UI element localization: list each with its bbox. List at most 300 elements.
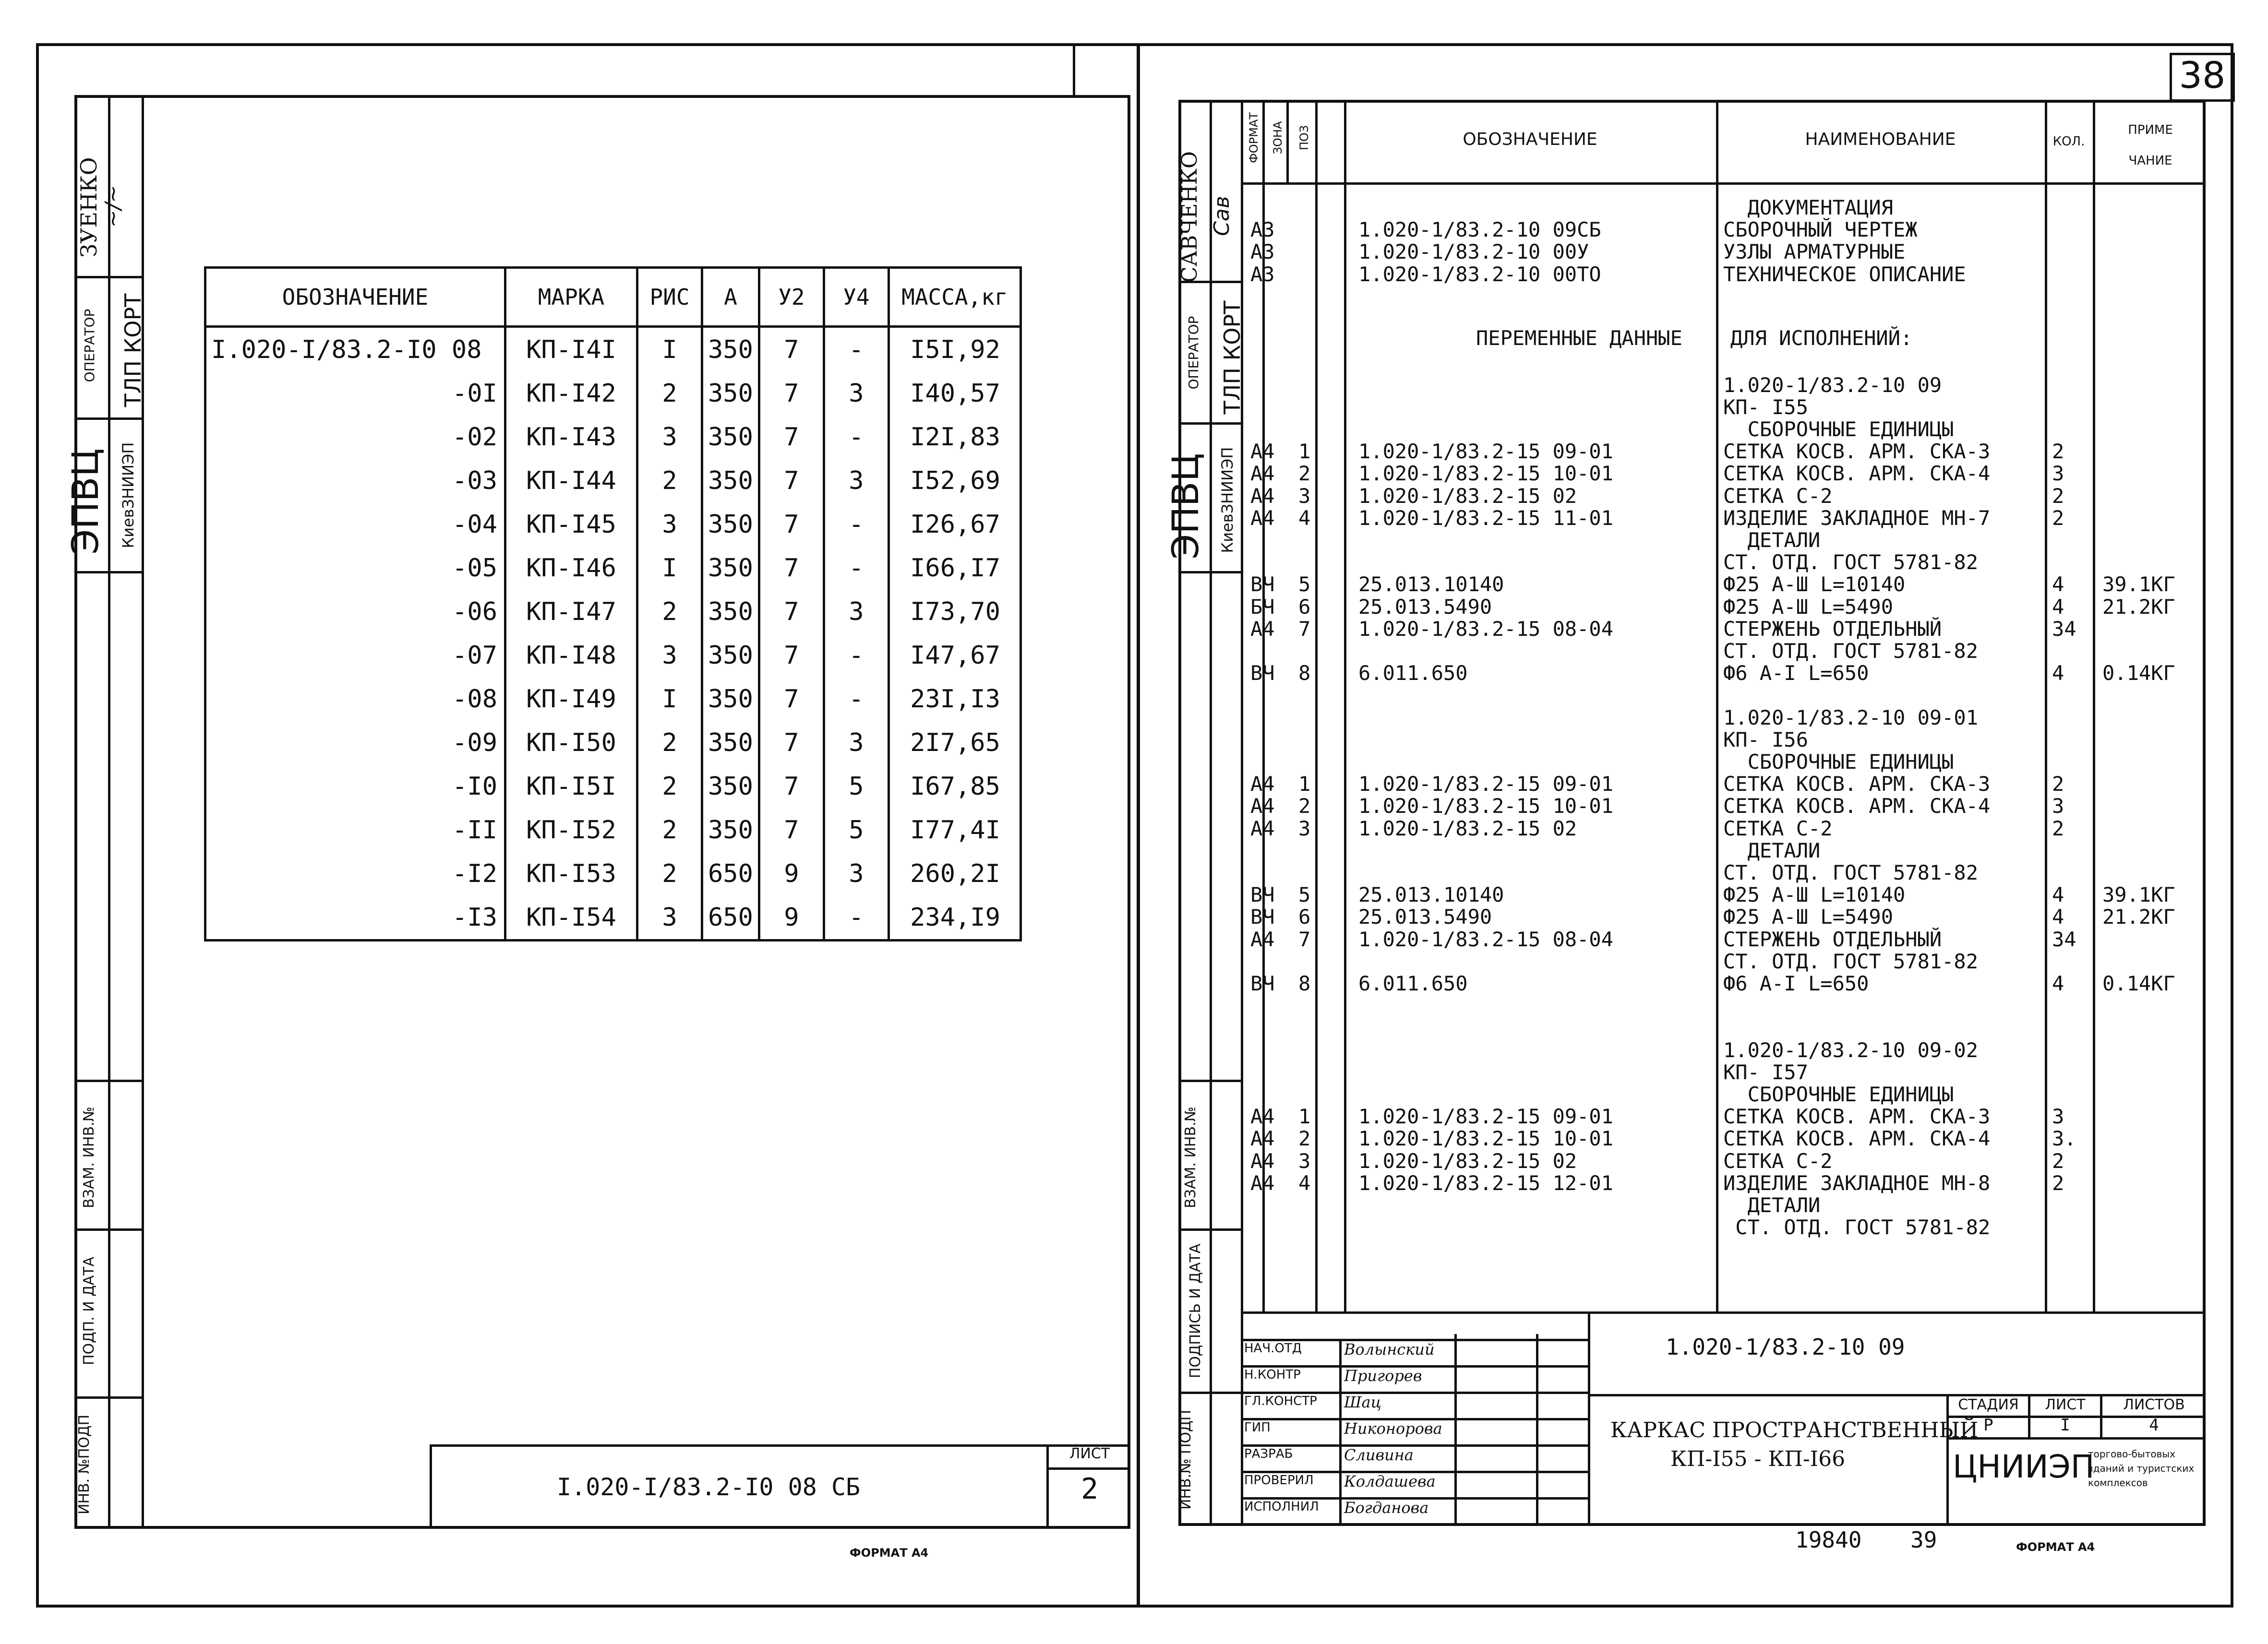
spec-poz: 8 — [1298, 972, 1311, 995]
title-block-role: ГЛ.КОНСТР — [1244, 1394, 1317, 1408]
cell-ris: I — [637, 677, 702, 721]
spec-kol: 3. — [2052, 1127, 2076, 1150]
table-row — [205, 721, 1021, 764]
lists-value: 4 — [2149, 1416, 2159, 1435]
spec-oboz: 25.013.5490 — [1358, 905, 1492, 929]
cell-a: 350 — [702, 502, 759, 546]
spec-name: ИЗДЕЛИЕ ЗАКЛАДНОЕ МН-8 — [1723, 1171, 1991, 1195]
table-row — [205, 677, 1021, 721]
spec-name: КП- I56 — [1723, 728, 1809, 751]
spec-name: Ф25 А-Ш L=5490 — [1723, 595, 1894, 619]
right-stamp-col-1: ВЗАМ. ИНВ.№ — [1182, 1107, 1199, 1208]
table-row — [205, 371, 1021, 415]
spec-poz: 1 — [1298, 440, 1311, 463]
title-block-code: 1.020-1/83.2-10 09 — [1666, 1334, 1905, 1360]
title-block-person: Сливина — [1344, 1446, 1414, 1464]
spec-oboz: 1.020-1/83.2-15 11-01 — [1358, 506, 1614, 530]
spec-poz: 1 — [1298, 1105, 1311, 1128]
spec-format: А4 — [1250, 484, 1275, 508]
cell-u4: 3 — [824, 371, 888, 415]
cell-marka: КП-I4I — [505, 327, 637, 372]
cell-oboz: -0I — [205, 371, 505, 415]
bottom-number-2: 39 — [1910, 1527, 1937, 1553]
spec-format: А4 — [1250, 1127, 1275, 1150]
left-stamp-col-2: ПОДП. И ДАТА — [81, 1256, 97, 1366]
cell-oboz: I.020-I/83.2-I0 08 — [205, 327, 505, 372]
spec-format: А4 — [1250, 506, 1275, 530]
title-block-role: РАЗРАБ — [1244, 1447, 1293, 1461]
bottom-number-1: 19840 — [1795, 1527, 1862, 1553]
cell-u2: 7 — [759, 721, 824, 764]
cell-ris: 3 — [637, 502, 702, 546]
col-u4: У4 — [824, 268, 888, 327]
left-stamp-operator-label: ОПЕРАТОР — [82, 309, 97, 382]
spec-kol: 4 — [2052, 572, 2064, 596]
spec-format: ВЧ — [1250, 972, 1275, 995]
cell-u4: 5 — [824, 808, 888, 852]
spec-oboz: 25.013.10140 — [1358, 572, 1504, 596]
spec-format: А4 — [1250, 440, 1275, 463]
spec-poz: 6 — [1298, 595, 1311, 619]
hdr-poz: ПОЗ — [1297, 125, 1311, 151]
left-list-label: ЛИСТ — [1069, 1445, 1110, 1462]
cell-a: 350 — [702, 371, 759, 415]
spec-kol: 3 — [2052, 794, 2064, 818]
spec-format: ВЧ — [1250, 661, 1275, 685]
cell-oboz: -08 — [205, 677, 505, 721]
cell-u4: - — [824, 677, 888, 721]
spec-name: СТ. ОТД. ГОСТ 5781-82 — [1723, 861, 1979, 884]
spec-format: ВЧ — [1250, 905, 1275, 929]
cell-u2: 7 — [759, 546, 824, 590]
title-block-person: Никонорова — [1344, 1419, 1442, 1438]
spec-oboz: 1.020-1/83.2-10 09СБ — [1358, 218, 1601, 241]
spec-name: СТЕРЖЕНЬ ОТДЕЛЬНЫЙ — [1723, 928, 1942, 951]
spec-kol: 2 — [2052, 817, 2064, 840]
spec-poz: 4 — [1298, 1171, 1311, 1195]
table-row — [205, 590, 1021, 633]
spec-oboz: 1.020-1/83.2-15 02 — [1358, 817, 1577, 840]
table-row — [205, 502, 1021, 546]
table-row — [205, 459, 1021, 502]
stage-value: Р — [1983, 1416, 1993, 1435]
spec-oboz: 1.020-1/83.2-10 00ТО — [1358, 262, 1601, 286]
title-line-1: КАРКАС ПРОСТРАНСТВЕННЫЙ — [1610, 1418, 1979, 1442]
cell-ris: I — [637, 546, 702, 590]
cell-massa: I52,69 — [888, 459, 1020, 502]
cell-oboz: -09 — [205, 721, 505, 764]
spec-format: А4 — [1250, 817, 1275, 840]
hdr-format: ФОРМАТ — [1247, 112, 1260, 163]
cell-marka: КП-I49 — [505, 677, 637, 721]
spec-name: 1.020-1/83.2-10 09 — [1723, 373, 1942, 397]
spec-name: СЕТКА КОСВ. АРМ. СКА-3 — [1723, 1105, 1991, 1128]
cell-a: 350 — [702, 327, 759, 372]
spec-format: А4 — [1250, 1149, 1275, 1173]
cell-ris: I — [637, 327, 702, 372]
table-row — [205, 895, 1021, 941]
cell-massa: 2I7,65 — [888, 721, 1020, 764]
spec-poz: 7 — [1298, 928, 1311, 951]
spec-oboz: 1.020-1/83.2-10 00У — [1358, 240, 1589, 263]
cell-u4: - — [824, 415, 888, 459]
right-stamp-org-sub: КиевЗНИИЭП — [1218, 447, 1236, 553]
spec-name: СЕТКА С-2 — [1723, 484, 1833, 508]
right-stamp-col-3: ИНВ.№ ПОДП — [1177, 1409, 1194, 1510]
spec-format: А4 — [1250, 1171, 1275, 1195]
spec-prim: 0.14КГ — [2102, 661, 2175, 685]
left-footer-code: I.020-I/83.2-I0 08 СБ — [557, 1473, 861, 1501]
cell-u4: 3 — [824, 721, 888, 764]
hdr-prim-1: ПРИМЕ — [2128, 123, 2173, 137]
hdr-prim-2: ЧАНИЕ — [2128, 154, 2172, 168]
cell-oboz: -02 — [205, 415, 505, 459]
cell-oboz: -I2 — [205, 852, 505, 895]
cell-marka: КП-I50 — [505, 721, 637, 764]
cell-u2: 9 — [759, 895, 824, 941]
spec-format: А4 — [1250, 928, 1275, 951]
spec-format: БЧ — [1250, 595, 1275, 619]
spec-poz: 2 — [1298, 462, 1311, 485]
cell-u4: - — [824, 895, 888, 941]
spec-name: СБОРОЧНЫЕ ЕДИНИЦЫ — [1723, 1083, 1954, 1106]
col-massa: МАССА,кг — [888, 268, 1020, 327]
spec-name: 1.020-1/83.2-10 09-02 — [1723, 1038, 1979, 1062]
spec-name: СЕТКА КОСВ. АРМ. СКА-4 — [1723, 1127, 1991, 1150]
cell-massa: I77,4I — [888, 808, 1020, 852]
org-name: ЦНИИЭП — [1953, 1448, 2095, 1485]
cell-a: 350 — [702, 721, 759, 764]
spec-format: А3 — [1250, 240, 1275, 263]
cell-massa: 260,2I — [888, 852, 1020, 895]
title-block-role: ГИП — [1244, 1420, 1271, 1435]
spec-name: СТ. ОТД. ГОСТ 5781-82 — [1723, 550, 1979, 574]
col-oboz: ОБОЗНАЧЕНИЕ — [205, 268, 505, 327]
cell-u2: 7 — [759, 590, 824, 633]
spec-oboz: 1.020-1/83.2-15 10-01 — [1358, 794, 1614, 818]
spec-name: Ф25 А-Ш L=10140 — [1723, 883, 1906, 906]
cell-oboz: -03 — [205, 459, 505, 502]
cell-marka: КП-I43 — [505, 415, 637, 459]
spec-oboz: 1.020-1/83.2-15 09-01 — [1358, 1105, 1614, 1128]
right-stamp-operator-value: ТЛП КОРТ — [1219, 300, 1245, 415]
cell-massa: 23I,I3 — [888, 677, 1020, 721]
spec-name: КП- I57 — [1723, 1060, 1809, 1084]
hdr-name: НАИМЕНОВАНИЕ — [1805, 130, 1956, 149]
spec-poz: 2 — [1298, 1127, 1311, 1150]
cell-oboz: -II — [205, 808, 505, 852]
spec-name: СЕТКА КОСВ. АРМ. СКА-3 — [1723, 440, 1991, 463]
cell-u4: - — [824, 327, 888, 372]
cell-oboz: -04 — [205, 502, 505, 546]
table-row — [205, 852, 1021, 895]
cell-massa: I67,85 — [888, 764, 1020, 808]
spec-name: ДЕТАЛИ — [1723, 528, 1821, 552]
cell-marka: КП-I45 — [505, 502, 637, 546]
spec-name: УЗЛЫ АРМАТУРНЫЕ — [1723, 240, 1906, 263]
cell-a: 350 — [702, 459, 759, 502]
spec-name: ИЗДЕЛИЕ ЗАКЛАДНОЕ МН-7 — [1723, 506, 1991, 530]
cell-u4: 3 — [824, 590, 888, 633]
spec-kol: 3 — [2052, 462, 2064, 485]
cell-ris: 2 — [637, 459, 702, 502]
cell-a: 650 — [702, 895, 759, 941]
spec-kol: 2 — [2052, 1149, 2064, 1173]
variable-data-right: ДЛЯ ИСПОЛНЕНИЙ: — [1730, 326, 1913, 350]
spec-poz: 2 — [1298, 794, 1311, 818]
spec-format: А4 — [1250, 617, 1275, 641]
title-block-person: Пригорев — [1344, 1367, 1422, 1385]
spec-name: Ф6 А-I L=650 — [1723, 972, 1869, 995]
cell-u4: 5 — [824, 764, 888, 808]
left-stamp-signature: ~/~ — [101, 185, 125, 228]
cell-a: 650 — [702, 852, 759, 895]
list-value: I — [2060, 1416, 2070, 1435]
left-stamp-name: ЗУЕНКО — [76, 157, 102, 258]
cell-a: 350 — [702, 590, 759, 633]
spec-format: А4 — [1250, 794, 1275, 818]
cell-ris: 2 — [637, 590, 702, 633]
spec-kol: 4 — [2052, 595, 2064, 619]
spec-kol: 4 — [2052, 661, 2064, 685]
cell-massa: I47,67 — [888, 633, 1020, 677]
spec-name: КП- I55 — [1723, 395, 1809, 419]
spec-kol: 4 — [2052, 883, 2064, 906]
spec-kol: 2 — [2052, 772, 2064, 796]
spec-kol: 34 — [2052, 928, 2076, 951]
spec-oboz: 6.011.650 — [1358, 661, 1468, 685]
table-header-row — [205, 268, 1021, 327]
cell-u2: 7 — [759, 459, 824, 502]
right-stamp-signature: Сав — [1210, 196, 1234, 236]
cell-u2: 7 — [759, 415, 824, 459]
spec-name: ДЕТАЛИ — [1723, 839, 1821, 862]
spec-name: 1.020-1/83.2-10 09-01 — [1723, 706, 1979, 729]
lists-label: ЛИСТОВ — [2123, 1396, 2185, 1413]
cell-ris: 3 — [637, 895, 702, 941]
cell-u4: - — [824, 502, 888, 546]
spec-poz: 5 — [1298, 883, 1311, 906]
spec-kol: 2 — [2052, 506, 2064, 530]
cell-massa: I66,I7 — [888, 546, 1020, 590]
spec-name: СЕТКА КОСВ. АРМ. СКА-4 — [1723, 462, 1991, 485]
table-row — [205, 808, 1021, 852]
right-stamp-name: САВЧЕНКО — [1177, 151, 1202, 283]
hdr-kol: КОЛ. — [2052, 134, 2085, 149]
cell-massa: I40,57 — [888, 371, 1020, 415]
col-marka: МАРКА — [505, 268, 637, 327]
spec-format: ВЧ — [1250, 572, 1275, 596]
cell-marka: КП-I44 — [505, 459, 637, 502]
cell-u2: 7 — [759, 677, 824, 721]
spec-oboz: 1.020-1/83.2-15 02 — [1358, 484, 1577, 508]
right-stamp-operator-label: ОПЕРАТОР — [1186, 316, 1201, 390]
cell-ris: 3 — [637, 415, 702, 459]
cell-u2: 9 — [759, 852, 824, 895]
spec-name: Ф6 А-I L=650 — [1723, 661, 1869, 685]
spec-poz: 4 — [1298, 506, 1311, 530]
spec-poz: 3 — [1298, 1149, 1311, 1173]
spec-poz: 3 — [1298, 817, 1311, 840]
spec-kol: 4 — [2052, 905, 2064, 929]
col-ris: РИС — [637, 268, 702, 327]
spec-poz: 7 — [1298, 617, 1311, 641]
hdr-oboz: ОБОЗНАЧЕНИЕ — [1463, 130, 1597, 149]
spec-name: СТ. ОТД. ГОСТ 5781-82 — [1723, 1215, 1991, 1239]
spec-kol: 4 — [2052, 972, 2064, 995]
cell-u2: 7 — [759, 808, 824, 852]
spec-poz: 6 — [1298, 905, 1311, 929]
cell-oboz: -06 — [205, 590, 505, 633]
cell-massa: I73,70 — [888, 590, 1020, 633]
cell-marka: КП-I54 — [505, 895, 637, 941]
right-stamp-org: ЭПВЦ — [1164, 453, 1207, 560]
spec-poz: 5 — [1298, 572, 1311, 596]
left-list-value: 2 — [1080, 1472, 1099, 1506]
cell-massa: I26,67 — [888, 502, 1020, 546]
cell-oboz: -I0 — [205, 764, 505, 808]
cell-u2: 7 — [759, 371, 824, 415]
table-row — [205, 546, 1021, 590]
title-block-role: Н.КОНТР — [1244, 1368, 1301, 1382]
spec-kol: 2 — [2052, 440, 2064, 463]
left-stamp-org-sub: КиевЗНИИЭП — [119, 442, 137, 548]
spec-oboz: 1.020-1/83.2-15 12-01 — [1358, 1171, 1614, 1195]
cell-ris: 2 — [637, 808, 702, 852]
cell-ris: 2 — [637, 371, 702, 415]
spec-prim: 21.2КГ — [2102, 905, 2175, 929]
spec-format: А3 — [1250, 262, 1275, 286]
cell-marka: КП-I53 — [505, 852, 637, 895]
cell-u2: 7 — [759, 327, 824, 372]
spec-name: ДОКУМЕНТАЦИЯ — [1723, 196, 1894, 219]
cell-a: 350 — [702, 677, 759, 721]
spec-name: СБОРОЧНЫЕ ЕДИНИЦЫ — [1723, 750, 1954, 774]
cell-a: 350 — [702, 633, 759, 677]
table-row — [205, 415, 1021, 459]
cell-massa: I2I,83 — [888, 415, 1020, 459]
spec-oboz: 1.020-1/83.2-15 10-01 — [1358, 1127, 1614, 1150]
spec-name: СТ. ОТД. ГОСТ 5781-82 — [1723, 639, 1979, 663]
title-block-person: Богданова — [1344, 1499, 1429, 1517]
cell-u4: 3 — [824, 852, 888, 895]
cell-marka: КП-I46 — [505, 546, 637, 590]
spec-oboz: 1.020-1/83.2-15 09-01 — [1358, 772, 1614, 796]
cell-a: 350 — [702, 415, 759, 459]
cell-oboz: -07 — [205, 633, 505, 677]
spec-format: А4 — [1250, 1105, 1275, 1128]
spec-oboz: 6.011.650 — [1358, 972, 1468, 995]
spec-name: Ф25 А-Ш L=10140 — [1723, 572, 1906, 596]
spec-format: А3 — [1250, 218, 1275, 241]
title-block-role: ИСПОЛНИЛ — [1244, 1500, 1319, 1514]
left-stamp-operator-value: ТЛП КОРТ — [120, 293, 146, 407]
list-label: ЛИСТ — [2045, 1396, 2086, 1413]
mass-table — [204, 266, 1022, 941]
cell-ris: 3 — [637, 633, 702, 677]
spec-name: ДЕТАЛИ — [1723, 1193, 1821, 1217]
cell-marka: КП-I42 — [505, 371, 637, 415]
spec-kol: 2 — [2052, 484, 2064, 508]
spec-oboz: 1.020-1/83.2-15 09-01 — [1358, 440, 1614, 463]
spec-oboz: 25.013.5490 — [1358, 595, 1492, 619]
org-description: торгово-бытовых зданий и туристских комплексов — [2088, 1448, 2195, 1489]
cell-a: 350 — [702, 764, 759, 808]
left-stamp-col-1: ВЗАМ. ИНВ.№ — [81, 1107, 97, 1208]
spec-format: ВЧ — [1250, 883, 1275, 906]
spec-kol: 2 — [2052, 1171, 2064, 1195]
spec-format: А4 — [1250, 462, 1275, 485]
title-block-role: НАЧ.ОТД — [1244, 1341, 1302, 1356]
cell-u4: - — [824, 633, 888, 677]
spec-name: Ф25 А-Ш L=5490 — [1723, 905, 1894, 929]
spec-oboz: 25.013.10140 — [1358, 883, 1504, 906]
spec-format: А4 — [1250, 772, 1275, 796]
spec-name: СТ. ОТД. ГОСТ 5781-82 — [1723, 950, 1979, 973]
cell-ris: 2 — [637, 721, 702, 764]
right-format-label: ФОРМАТ А4 — [2016, 1540, 2095, 1554]
spec-oboz: 1.020-1/83.2-15 02 — [1358, 1149, 1577, 1173]
spec-name: СТЕРЖЕНЬ ОТДЕЛЬНЫЙ — [1723, 617, 1942, 641]
spec-poz: 3 — [1298, 484, 1311, 508]
spec-prim: 39.1КГ — [2102, 883, 2175, 906]
spec-poz: 8 — [1298, 661, 1311, 685]
spec-name: СЕТКА С-2 — [1723, 817, 1833, 840]
col-u2: У2 — [759, 268, 824, 327]
cell-marka: КП-I52 — [505, 808, 637, 852]
spec-oboz: 1.020-1/83.2-15 08-04 — [1358, 928, 1614, 951]
cell-a: 350 — [702, 808, 759, 852]
hdr-zona: ЗОНА — [1271, 121, 1284, 155]
cell-marka: КП-I48 — [505, 633, 637, 677]
spec-name: ТЕХНИЧЕСКОЕ ОПИСАНИЕ — [1723, 262, 1966, 286]
left-stamp-col-3: ИНВ. №ПОДП — [76, 1414, 93, 1515]
table-row — [205, 764, 1021, 808]
spec-prim: 0.14КГ — [2102, 972, 2175, 995]
left-stamp-org: ЭПВЦ — [64, 448, 107, 555]
cell-u2: 7 — [759, 764, 824, 808]
table-row — [205, 327, 1021, 372]
cell-u2: 7 — [759, 502, 824, 546]
spec-name: СЕТКА С-2 — [1723, 1149, 1833, 1173]
variable-data-left: ПЕРЕМЕННЫЕ ДАННЫЕ — [1476, 326, 1682, 350]
title-block-person: Шац — [1344, 1393, 1381, 1411]
spec-poz: 1 — [1298, 772, 1311, 796]
spec-name: СЕТКА КОСВ. АРМ. СКА-4 — [1723, 794, 1991, 818]
spec-prim: 21.2КГ — [2102, 595, 2175, 619]
cell-massa: I5I,92 — [888, 327, 1020, 372]
spec-prim: 39.1КГ — [2102, 572, 2175, 596]
cell-u4: - — [824, 546, 888, 590]
spec-oboz: 1.020-1/83.2-15 10-01 — [1358, 462, 1614, 485]
cell-u2: 7 — [759, 633, 824, 677]
spec-kol: 34 — [2052, 617, 2076, 641]
sheet-number: 38 — [2179, 54, 2226, 96]
stage-label: СТАДИЯ — [1958, 1396, 2019, 1413]
left-format-label: ФОРМАТ А4 — [850, 1546, 929, 1560]
cell-marka: КП-I5I — [505, 764, 637, 808]
title-block-role: ПРОВЕРИЛ — [1244, 1473, 1314, 1488]
title-line-2: КП-I55 - КП-I66 — [1670, 1447, 1846, 1471]
table-row — [205, 633, 1021, 677]
spec-oboz: 1.020-1/83.2-15 08-04 — [1358, 617, 1614, 641]
cell-a: 350 — [702, 546, 759, 590]
spec-name: СБОРОЧНЫЙ ЧЕРТЕЖ — [1723, 218, 1918, 241]
cell-oboz: -05 — [205, 546, 505, 590]
cell-ris: 2 — [637, 852, 702, 895]
spec-name: СБОРОЧНЫЕ ЕДИНИЦЫ — [1723, 417, 1954, 441]
col-a: А — [702, 268, 759, 327]
